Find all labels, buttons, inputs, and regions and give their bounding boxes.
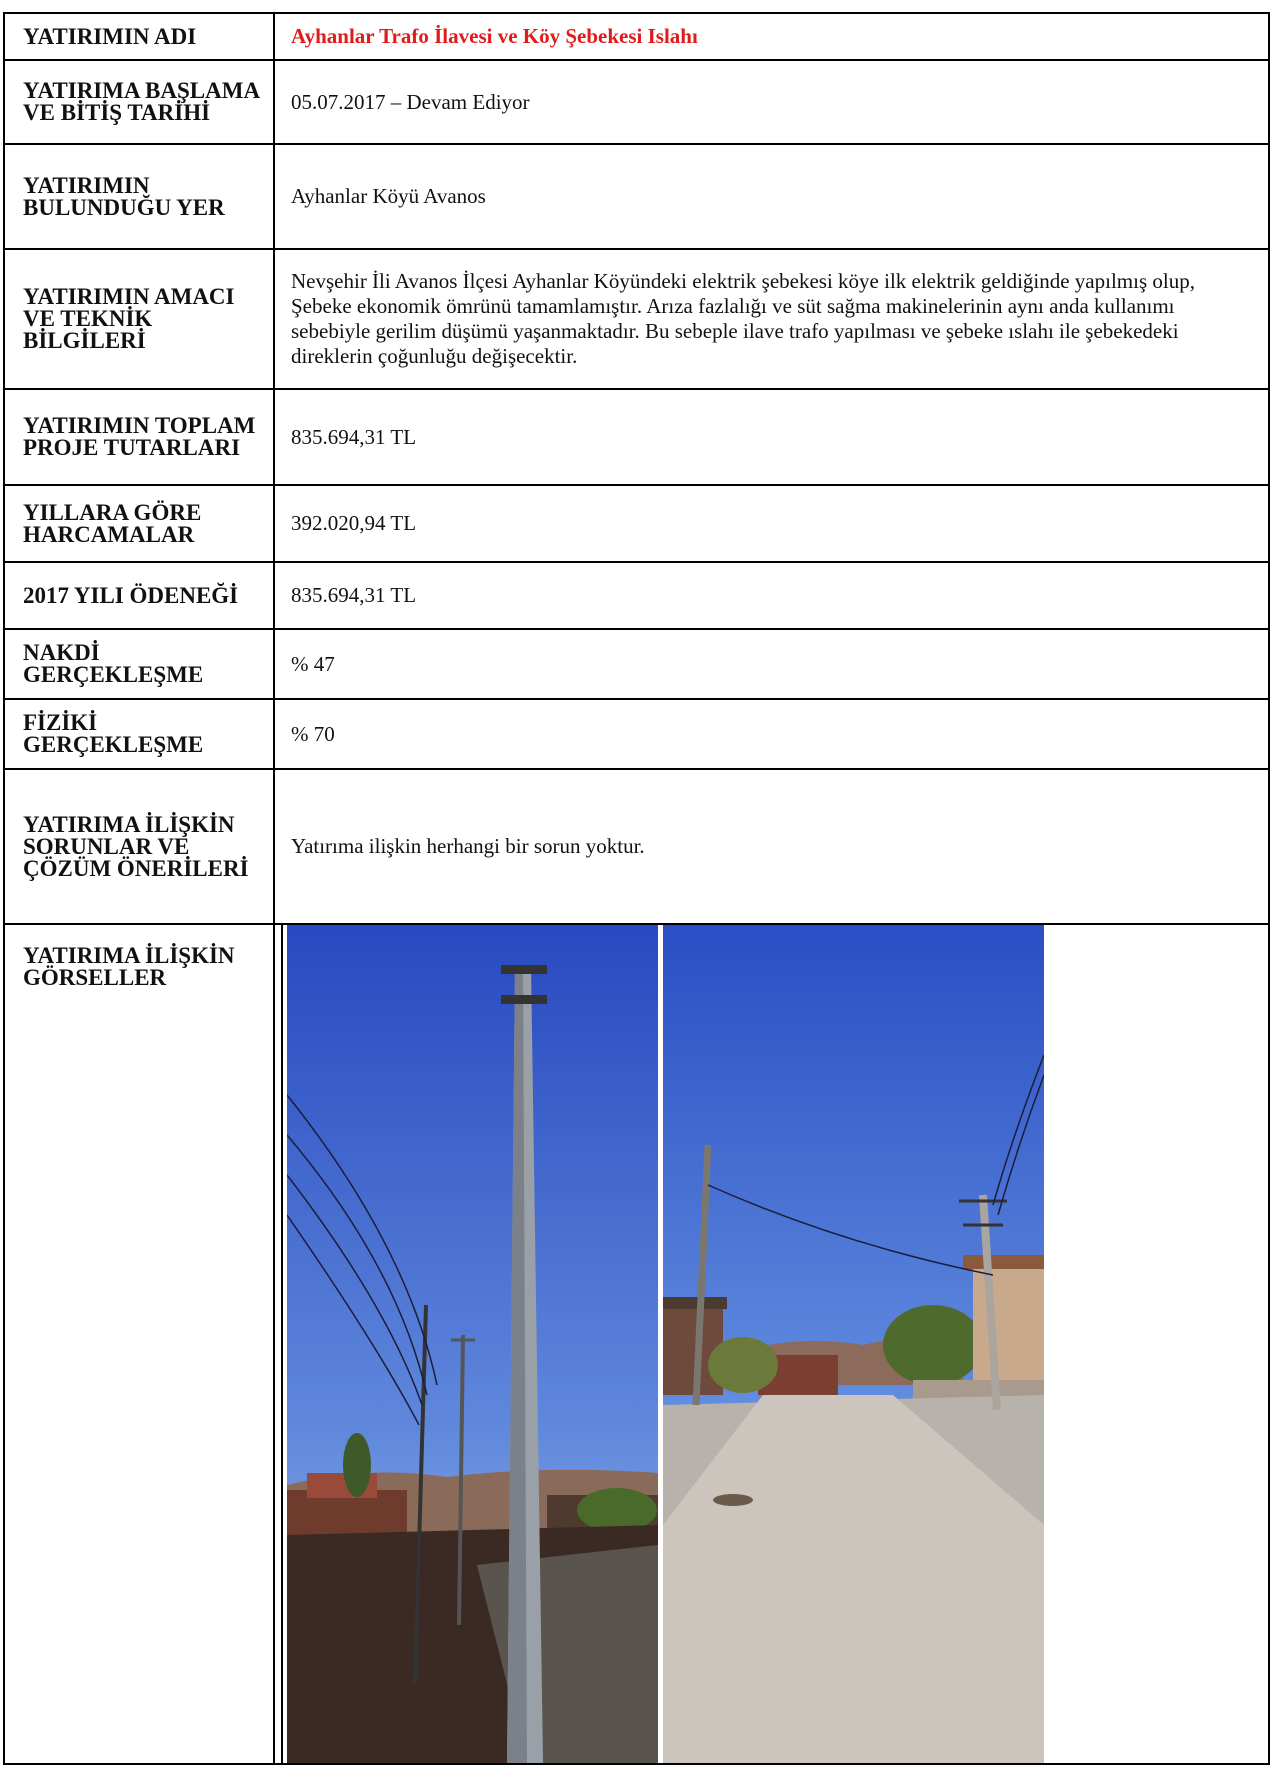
label-location: YATIRIMIN BULUNDUĞU YER bbox=[4, 144, 274, 249]
row-expenditures bbox=[4, 485, 1269, 562]
label-expenditures: YILLARA GÖRE HARCAMALAR bbox=[4, 485, 274, 562]
value-physical-realization: % 70 bbox=[274, 699, 1269, 769]
value-purpose: Nevşehir İli Avanos İlçesi Ayhanlar Köyündeki elektrik şebekesi köye ilk elektrik geldiğinde yapılmış olup, Şebeke ekonomik ömrünü tamamlamıştır. Arıza fazlalığı ve süt sağma makinelerinin aynı anda kullanımı sebebiyle gerilim düşümü yaşanmaktadır. Bu sebeple ilave trafo yapılması ve şebeke ıslahı ile şebekedeki direklerin çoğunluğu değişecektir. bbox=[274, 249, 1269, 389]
value-location: Ayhanlar Köyü Avanos bbox=[274, 144, 1269, 249]
photo-street-pole-2 bbox=[663, 925, 1044, 1763]
label-cash-realization: NAKDİ GERÇEKLEŞME bbox=[4, 629, 274, 699]
images-cell bbox=[274, 924, 1269, 1764]
value-expenditures: 392.020,94 TL bbox=[274, 485, 1269, 562]
investment-info-table bbox=[3, 12, 1270, 1765]
value-cash-realization: % 47 bbox=[274, 629, 1269, 699]
divider bbox=[281, 925, 283, 1763]
label-total-amount: YATIRIMIN TOPLAM PROJE TUTARLARI bbox=[4, 389, 274, 485]
label-problems: YATIRIMA İLİŞKİN SORUNLAR VE ÇÖZÜM ÖNERİLERİ bbox=[4, 769, 274, 924]
label-physical-realization: FİZİKİ GERÇEKLEŞME bbox=[4, 699, 274, 769]
value-investment-name: Ayhanlar Trafo İlavesi ve Köy Şebekesi Islahı bbox=[274, 13, 1269, 60]
row-dates bbox=[4, 60, 1269, 144]
label-investment-name: YATIRIMIN ADI bbox=[4, 13, 274, 60]
value-total-amount: 835.694,31 TL bbox=[274, 389, 1269, 485]
row-physical-realization bbox=[4, 699, 1269, 769]
label-allowance: 2017 YILI ÖDENEĞİ bbox=[4, 562, 274, 629]
photo-street-pole-1 bbox=[287, 925, 658, 1763]
value-problems: Yatırıma ilişkin herhangi bir sorun yoktur. bbox=[274, 769, 1269, 924]
row-purpose bbox=[4, 249, 1269, 389]
row-allowance bbox=[4, 562, 1269, 629]
value-allowance: 835.694,31 TL bbox=[274, 562, 1269, 629]
photo-gallery bbox=[275, 925, 1268, 1763]
row-location bbox=[4, 144, 1269, 249]
row-total-amount bbox=[4, 389, 1269, 485]
label-dates: YATIRIMA BAŞLAMA VE BİTİŞ TARİHİ bbox=[4, 60, 274, 144]
value-dates: 05.07.2017 – Devam Ediyor bbox=[274, 60, 1269, 144]
row-problems bbox=[4, 769, 1269, 924]
label-purpose: YATIRIMIN AMACI VE TEKNİK BİLGİLERİ bbox=[4, 249, 274, 389]
row-images bbox=[4, 924, 1269, 1764]
row-name bbox=[4, 13, 1269, 60]
label-images: YATIRIMA İLİŞKİN GÖRSELLER bbox=[4, 924, 274, 1764]
row-cash-realization bbox=[4, 629, 1269, 699]
